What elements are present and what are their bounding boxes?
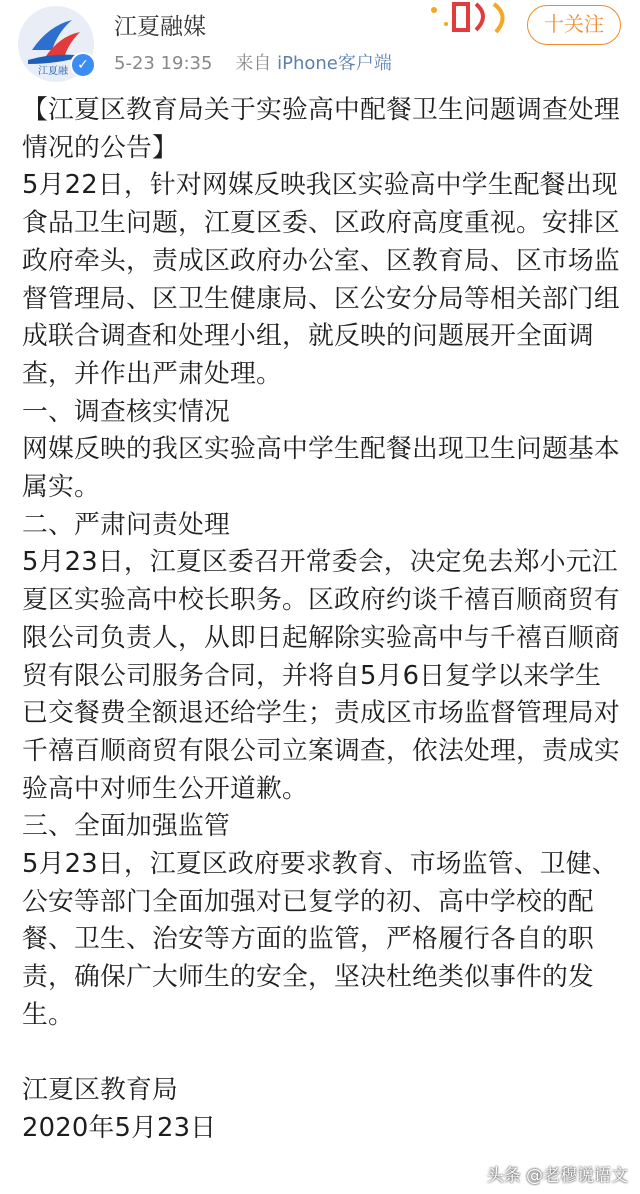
section-heading: 二、严肃问责处理	[22, 509, 230, 540]
post-source[interactable]: iPhone客户端	[277, 53, 392, 74]
decoration-icon	[424, 0, 524, 40]
svg-text:江夏融: 江夏融	[38, 66, 68, 77]
signature-org: 江夏区教育局	[22, 1075, 178, 1106]
section-body: 5月23日，江夏区委召开常委会，决定免去郑小元江夏区实验高中校长职务。区政府约谈千禧百顺商贸有限公司负责人，从即日起解除实验高中与千禧百顺商贸有限公司服务合同，并将自5月6日复学以来学生已交餐费全额退还给学生；责成区市场监督管理局对千禧百顺商贸有限公司立案调查，依法处理，责成实验高中对师生公开道歉。	[22, 547, 620, 804]
article-intro: 5月22日，针对网媒反映我区实验高中学生配餐出现食品卫生问题，江夏区委、区政府高度重视。安排区政府牵头，责成区政府办公室、区教育局、区市场监督管理局、区卫生健康局、区公安分局等相关部门组成联合调查和处理小组，就反映的问题展开全面调查，并作出严肃处理。	[22, 170, 620, 389]
post-meta	[114, 49, 392, 75]
follow-button[interactable]: 十关注	[527, 5, 621, 45]
post-header	[0, 0, 640, 96]
article-title: 【江夏区教育局关于实验高中配餐卫生问题调查处理情况的公告】	[22, 95, 620, 163]
post-body	[22, 92, 620, 1148]
section-body: 5月23日，江夏区政府要求教育、市场监管、卫健、公安等部门全面加强对已复学的初、高中学校的配餐、卫生、治安等方面的监管，严格履行各自的职责，确保广大师生的安全，坚决杜绝类似事件的发生。	[22, 849, 618, 1030]
verified-badge-icon: ✓	[70, 52, 96, 78]
spacer	[22, 1035, 620, 1073]
section-heading: 一、调查核实情况	[22, 396, 230, 427]
source-prefix: 来自	[235, 53, 272, 74]
section-heading: 三、全面加强监管	[22, 811, 230, 842]
section-body: 网媒反映的我区实验高中学生配餐出现卫生问题基本属实。	[22, 434, 620, 503]
watermark: 头条 @老穆说语文	[486, 1166, 628, 1186]
signature-date: 2020年5月23日	[22, 1112, 217, 1143]
post-time: 5-23 19:35	[114, 53, 213, 74]
author-name[interactable]: 江夏融媒	[114, 14, 206, 40]
